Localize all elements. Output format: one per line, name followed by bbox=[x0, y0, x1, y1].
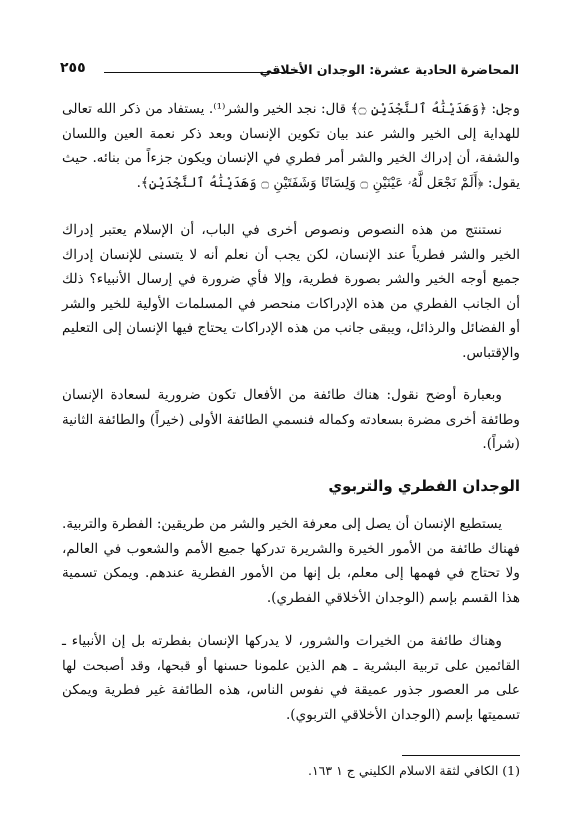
header-title: المحاضرة الحادية عشرة: الوجدان الأخلاقي bbox=[259, 62, 519, 77]
footnote: (1) الكافي لثقة الاسلام الكليني ج ١ ١٦٣. bbox=[307, 763, 520, 778]
paragraph-3-block bbox=[62, 383, 520, 457]
paragraph-4-block bbox=[62, 512, 520, 610]
header-rule bbox=[104, 72, 301, 73]
footnote-rule bbox=[402, 755, 520, 756]
paragraph-4: يستطيع الإنسان أن يصل إلى معرفة الخير والشر من طريقين: الفطرة والتربية. فهناك طائفة من الأمور الخيرة والشريرة تدركها جميع الأمم والشعوب في العالم، ولا تحتاج في فهمها إلى معلم، بل إنها من الأمور الفطرية عندهم. ويمكن تسمية هذا القسم بإسم (الوجدان الأخلاقي الفطري). bbox=[62, 516, 520, 606]
running-header bbox=[60, 60, 519, 86]
paragraph-3: وبعبارة أوضح نقول: هناك طائفة من الأفعال تكون ضرورية لسعادة الإنسان وطائفة أخرى مضرة بسعادته وكماله فنسمي الطائفة الأولى (خيراً) والطائفة الثانية (شراً). bbox=[62, 387, 520, 452]
paragraph-2: نستنتج من هذه النصوص ونصوص أخرى في الباب، أن الإسلام يعتبر إدراك الخير والشر فطرياً عند الإنسان، لكن يجب أن نعلم أنه لا يتسنى للإنسان إدراك جميع أوجه الخير والشر بصورة فطرية، وإلا فأي ضرورة في إرسال الأنبياء؟ ذلك أن الجانب الفطري من هذه الإدراكات منحصر في المسلمات الأولية للخير والشر أو الفضائل والرذائل، ويبقى جانب من هذه الإدراكات يحتاج فيها الإنسان إلى التعليم والإقتباس. bbox=[62, 222, 520, 361]
paragraph-1: وجل: ﴿وَهَدَيْنَٰهُ ٱلنَّجْدَيْنِ ۝﴾ قال: نجد الخير والشر⁽¹⁾. يستفاد من ذكر الله تعالى للهداية إلى الخير والشر عند بيان تكوين الإنسان وبعد ذكر نعمة العين واللسان والشفة، أن إدراك الخير والشر أمر فطري في الإنسان ويكون جزءاً من بنائه. حيث يقول: ﴿أَلَمْ نَجْعَل لَّهُۥ عَيْنَيْنِ ۝ وَلِسَانًا وَشَفَتَيْنِ ۝ وَهَدَيْنَٰهُ ٱلنَّجْدَيْنِ﴾. bbox=[62, 101, 521, 191]
section-heading: الوجدان الفطري والتربوي bbox=[328, 477, 520, 495]
paragraph-5: وهناك طائفة من الخيرات والشرور، لا يدركها الإنسان بفطرته بل إن الأنبياء ـ القائمين على تربية البشرية ـ هم الذين علمونا حسنها أو قبحها، وقد أصبحت لها على مر العصور جذور عميقة في نفوس الناس، هذه الطائفة غير فطرية ويمكن تسميتها بإسم (الوجدان الأخلاقي التربوي). bbox=[62, 633, 520, 723]
paragraph-2-block bbox=[62, 218, 520, 365]
paragraph-5-block bbox=[62, 629, 520, 727]
paragraph-1-block bbox=[62, 97, 520, 195]
page-number: ٢٥٥ bbox=[60, 60, 86, 76]
